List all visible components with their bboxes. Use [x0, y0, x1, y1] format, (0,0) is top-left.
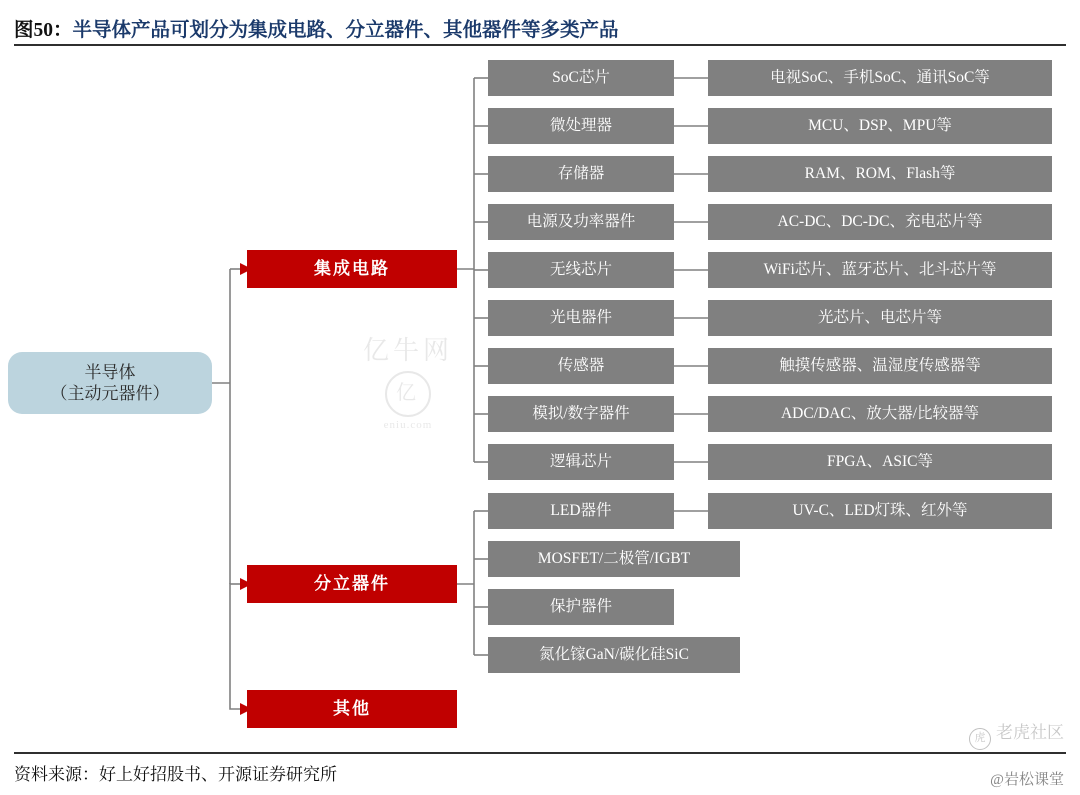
node-leaf-power-device-label: AC-DC、DC-DC、充电芯片等	[777, 213, 983, 231]
node-sub-microprocessor-label: 微处理器	[549, 117, 612, 135]
node-leaf-soc	[708, 60, 1052, 96]
watermark-credit: @岩松课堂	[990, 772, 1064, 788]
source-divider	[14, 752, 1066, 754]
node-leaf-wireless-chip	[708, 252, 1052, 288]
node-root-line1: 半导体	[84, 362, 136, 382]
node-sub-optoelectronic	[488, 300, 674, 336]
node-sub-logic-chip-label: 逻辑芯片	[549, 453, 612, 471]
watermark-bottom-right	[969, 718, 1064, 750]
watermark-center-text: 亿牛网	[362, 336, 453, 365]
node-sub-protection-device	[488, 589, 674, 625]
node-root	[8, 352, 212, 414]
node-category-other-label: 其他	[333, 699, 371, 719]
node-leaf-analog-digital-label: ADC/DAC、放大器/比较器等	[780, 405, 980, 423]
node-sub-power-device-label: 电源及功率器件	[526, 213, 636, 231]
node-leaf-led-device	[708, 493, 1052, 529]
watermark-center-sub: eniu.com	[383, 419, 433, 431]
figure-title	[14, 14, 1066, 42]
node-sub-optoelectronic-label: 光电器件	[549, 309, 612, 327]
node-sub-led-device	[488, 493, 674, 529]
node-leaf-microprocessor-label: MCU、DSP、MPU等	[808, 117, 952, 135]
node-leaf-sensor-label: 触摸传感器、温湿度传感器等	[779, 357, 981, 375]
watermark-center-mark: 亿	[385, 371, 431, 417]
node-leaf-microprocessor	[708, 108, 1052, 144]
node-leaf-led-device-label: UV-C、LED灯珠、红外等	[792, 502, 968, 520]
node-root-line2: （主动元器件）	[50, 384, 170, 403]
node-sub-power-device	[488, 204, 674, 240]
source-note: 资料来源：好上好招股书、开源证券研究所	[14, 765, 337, 784]
node-leaf-memory-label: RAM、ROM、Flash等	[804, 165, 956, 183]
node-sub-soc	[488, 60, 674, 96]
node-sub-logic-chip	[488, 444, 674, 480]
node-category-integrated-circuit-label: 集成电路	[314, 259, 390, 279]
node-leaf-optoelectronic	[708, 300, 1052, 336]
figure-number: 图50：	[14, 20, 73, 41]
node-sub-memory-label: 存储器	[557, 165, 605, 183]
node-leaf-logic-chip	[708, 444, 1052, 480]
node-leaf-memory	[708, 156, 1052, 192]
node-sub-mosfet-label: MOSFET/二极管/IGBT	[537, 550, 691, 568]
node-category-other	[247, 690, 457, 728]
node-category-integrated-circuit	[247, 250, 457, 288]
node-sub-gan-sic-label: 氮化镓GaN/碳化硅SiC	[539, 646, 689, 664]
title-divider	[14, 44, 1066, 46]
node-leaf-sensor	[708, 348, 1052, 384]
node-sub-analog-digital-label: 模拟/数字器件	[532, 405, 630, 423]
node-category-discrete-device-label: 分立器件	[314, 574, 390, 594]
node-sub-mosfet	[488, 541, 740, 577]
node-sub-sensor	[488, 348, 674, 384]
node-sub-wireless-chip-label: 无线芯片	[549, 261, 612, 279]
node-sub-soc-label: SoC芯片	[552, 69, 610, 87]
node-leaf-logic-chip-label: FPGA、ASIC等	[827, 453, 933, 471]
node-leaf-power-device	[708, 204, 1052, 240]
figure-title-text: 半导体产品可划分为集成电路、分立器件、其他器件等多类产品	[72, 20, 619, 41]
node-leaf-wireless-chip-label: WiFi芯片、蓝牙芯片、北斗芯片等	[763, 261, 997, 279]
watermark-badge-icon: 虎	[969, 728, 991, 750]
node-sub-wireless-chip	[488, 252, 674, 288]
node-sub-sensor-label: 传感器	[557, 357, 605, 375]
node-sub-analog-digital	[488, 396, 674, 432]
node-sub-memory	[488, 156, 674, 192]
node-leaf-optoelectronic-label: 光芯片、电芯片等	[817, 309, 942, 327]
node-category-discrete-device	[247, 565, 457, 603]
node-sub-gan-sic	[488, 637, 740, 673]
node-leaf-soc-label: 电视SoC、手机SoC、通讯SoC等	[770, 69, 990, 87]
node-sub-microprocessor	[488, 108, 674, 144]
node-leaf-analog-digital	[708, 396, 1052, 432]
node-sub-led-device-label: LED器件	[550, 502, 612, 520]
watermark-bottom-right-text: 老虎社区	[996, 723, 1064, 742]
node-sub-protection-device-label: 保护器件	[549, 598, 612, 616]
